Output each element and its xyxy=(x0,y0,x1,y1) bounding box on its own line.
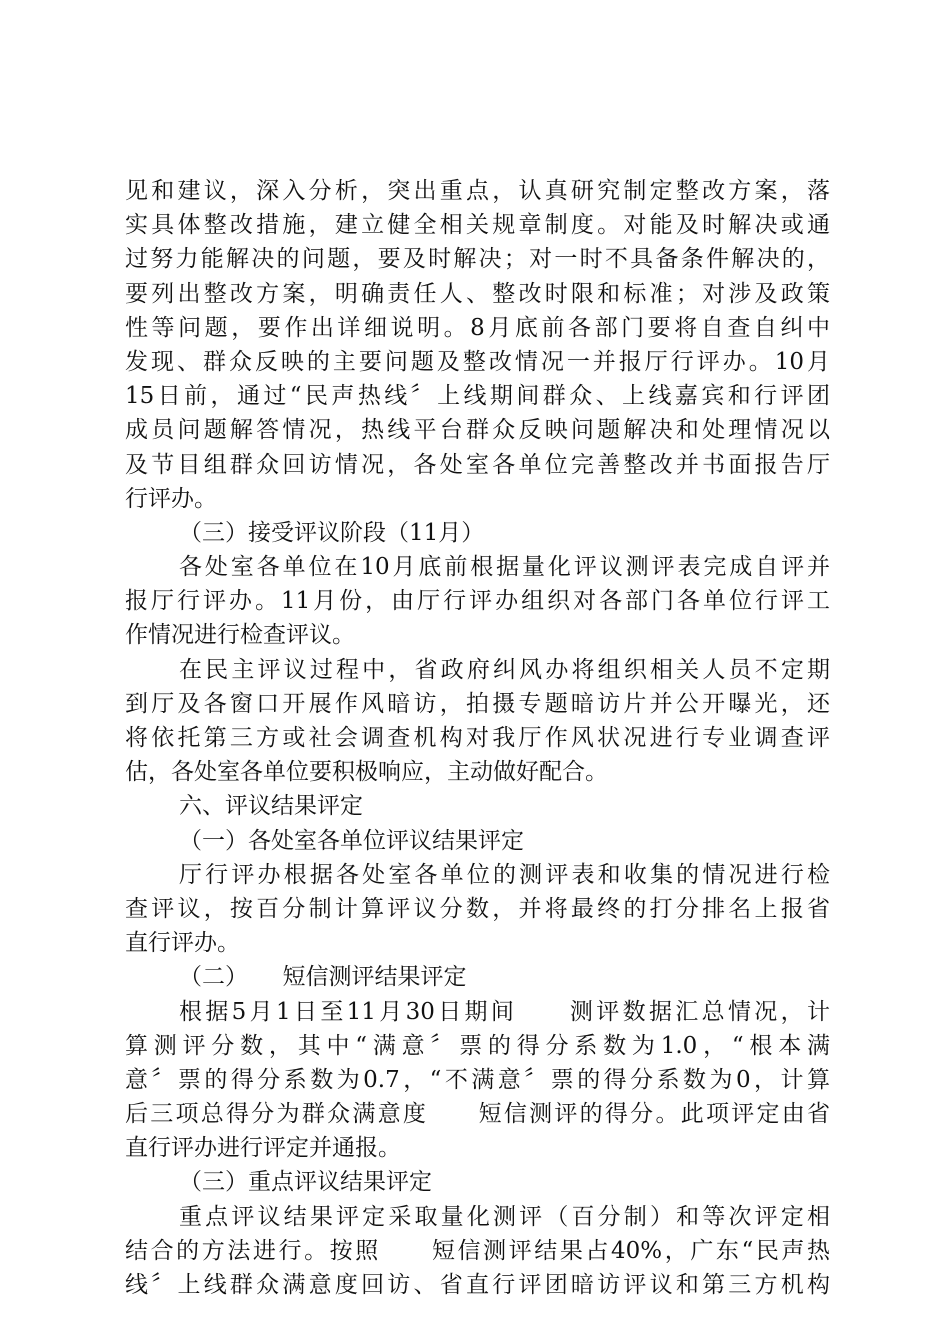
text-line: 查评议，按百分制计算评议分数，并将最终的打分排名上报省 xyxy=(125,895,830,922)
text-line: 后三项总得分为群众满意度 短信测评的得分。此项评定由省 xyxy=(125,1101,830,1128)
text-line: 各处室各单位在10月底前根据量化评议测评表完成自评并 xyxy=(179,554,830,581)
text-line: 报厅行评办。11月份，由厅行评办组织对各部门各单位行评工 xyxy=(125,588,830,615)
text-line: 算测评分数，其中“满意〞票的得分系数为1.0，“根本满 xyxy=(125,1032,830,1059)
text-line: 到厅及各窗口开展作风暗访，拍摄专题暗访片并公开曝光，还 xyxy=(125,690,830,717)
text-line: 厅行评办根据各处室各单位的测评表和收集的情况进行检 xyxy=(179,861,830,888)
text-line: 15日前，通过“民声热线〞上线期间群众、上线嘉宾和行评团 xyxy=(125,383,830,410)
text-line: 结合的方法进行。按照 短信测评结果占40%，广东“民声热 xyxy=(125,1237,830,1264)
text-line: 实具体整改措施，建立健全相关规章制度。对能及时解决或通 xyxy=(125,212,830,239)
text-line: 估，各处室各单位要积极响应，主动做好配合。 xyxy=(125,759,608,786)
text-line: 作情况进行检查评议。 xyxy=(125,622,355,649)
text-line: 意〞票的得分系数为0.7，“不满意〞票的得分系数为0，计算 xyxy=(125,1066,830,1093)
text-line: 性等问题，要作出详细说明。8月底前各部门要将自查自纠中 xyxy=(125,314,830,341)
text-line: 成员问题解答情况，热线平台群众反映问题解决和处理情况以 xyxy=(125,417,830,444)
text-line: 及节目组群众回访情况，各处室各单位完善整改并书面报告厅 xyxy=(125,451,830,478)
text-line: 直行评办进行评定并通报。 xyxy=(125,1135,401,1162)
text-line: 六、评议结果评定 xyxy=(179,793,363,820)
text-line: 根据5月1日至11月30日期间 测评数据汇总情况，计 xyxy=(179,998,830,1025)
document-body xyxy=(125,174,830,1302)
text-line: （三）接受评议阶段（11月） xyxy=(179,519,485,546)
text-line: 直行评办。 xyxy=(125,930,240,957)
text-line: 在民主评议过程中，省政府纠风办将组织相关人员不定期 xyxy=(179,656,830,683)
text-line: 过努力能解决的问题，要及时解决；对一时不具备条件解决的， xyxy=(125,246,830,273)
text-line: 发现、群众反映的主要问题及整改情况一并报厅行评办。10月 xyxy=(125,348,830,375)
text-line: 行评办。 xyxy=(125,485,217,512)
text-line: 线〞上线群众满意度回访、省直行评团暗访评议和第三方机构 xyxy=(125,1272,830,1298)
text-line: 见和建议，深入分析，突出重点，认真研究制定整改方案，落 xyxy=(125,178,830,204)
text-line: （二） 短信测评结果评定 xyxy=(179,964,467,991)
text-line: 重点评议结果评定采取量化测评（百分制）和等次评定相 xyxy=(179,1203,830,1230)
text-line: （一）各处室各单位评议结果评定 xyxy=(179,827,524,854)
text-line: （三）重点评议结果评定 xyxy=(179,1169,432,1196)
text-line: 要列出整改方案，明确责任人、整改时限和标准；对涉及政策 xyxy=(125,280,830,307)
text-line: 将依托第三方或社会调查机构对我厅作风状况进行专业调查评 xyxy=(125,725,830,751)
